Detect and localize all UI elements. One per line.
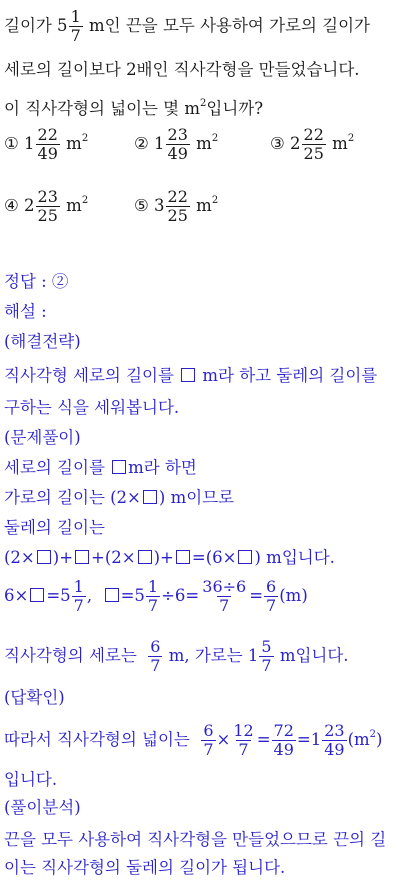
option-3[interactable]: ③ 2 $\frac{22}{25}$ $m^2$ — [270, 125, 355, 163]
problem-text: 길이가 5 — [4, 16, 68, 35]
option-1[interactable]: ① 1 $\frac{22}{49}$ $m^2$ — [4, 125, 89, 163]
option-4[interactable]: ④ 2 $\frac{23}{25}$ $m^2$ — [4, 187, 89, 225]
option-2[interactable]: ② 1 $\frac{23}{49}$ $m^2$ — [134, 125, 219, 163]
check-tag: (답확인) — [4, 688, 65, 707]
solve-line-5: 6× =5 $\frac{1}{7}$ , =5 $\frac{1}{7}$ ÷6= $\frac{36\div 6}{7}$ = $\frac{6}{7}$ (m) — [4, 577, 308, 615]
strategy-tag: (해결전략) — [4, 332, 81, 351]
fraction: $\frac{1}{7}$ — [70, 7, 81, 45]
solve-line-1: 세로의 길이를 m라 하면 — [4, 458, 197, 477]
problem-line-2: 세로의 길이보다 2배인 직사각형을 만들었습니다. — [4, 60, 360, 79]
explain-label: 해설 : — [4, 302, 47, 321]
problem-line-3: 이 직사각형의 넓이는 몇 $m^2$입니까? — [4, 98, 264, 118]
problem-text: m인 끈을 모두 사용하여 가로의 길이가 — [83, 16, 370, 35]
check-line-1: 따라서 직사각형의 넓이는 $\frac{6}{7}$ × $\frac{12}{7}$ = $\frac{72}{49}$ =1 $\frac{23}{49}$ $(m^2)$ — [4, 721, 383, 759]
analysis-tag: (풀이분석) — [4, 798, 81, 817]
solve-tag: (문제풀이) — [4, 428, 81, 447]
strategy-line-1: 직사각형 세로의 길이를 m라 하고 둘레의 길이를 — [4, 366, 378, 385]
solve-line-4: (2× )+ +(2× )+ =(6× ) m입니다. — [4, 548, 335, 567]
strategy-line-2: 구하는 식을 세워봅니다. — [4, 398, 180, 417]
problem-line-1 — [4, 8, 370, 45]
solve-line-3: 둘레의 길이는 — [4, 518, 105, 537]
blank-box — [181, 368, 195, 382]
analysis-line-2: 이는 직사각형의 둘레의 길이가 됩니다. — [4, 858, 286, 877]
answer: 정답 : ② — [4, 272, 69, 291]
check-line-2: 입니다. — [4, 770, 58, 789]
solve-line-6: 직사각형의 세로는 $\frac{6}{7}$ m, 가로는 1 $\frac{5}{7}$ m입니다. — [4, 637, 349, 675]
option-5[interactable]: ⑤ 3 $\frac{22}{25}$ $m^2$ — [134, 187, 219, 225]
solve-line-2: 가로의 길이는 (2× ) m이므로 — [4, 488, 235, 507]
analysis-line-1: 끈을 모두 사용하여 직사각형을 만들었으므로 끈의 길 — [4, 830, 387, 849]
